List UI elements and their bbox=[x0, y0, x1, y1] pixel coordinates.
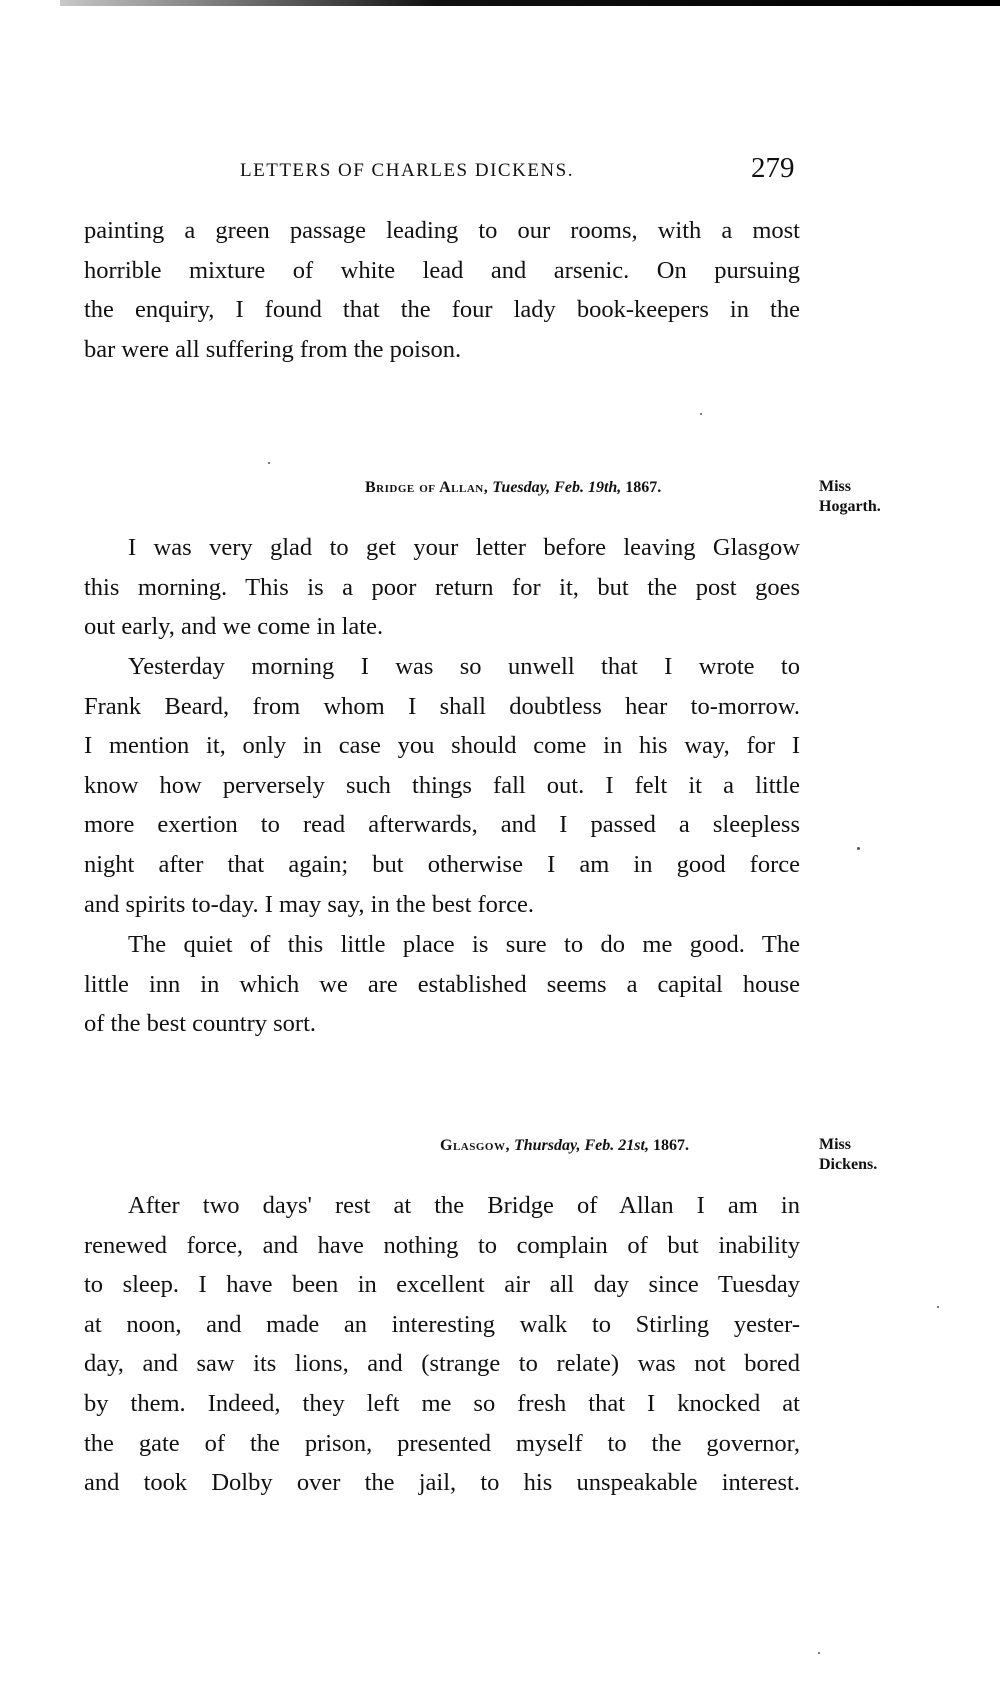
text-line: After two days' rest at the Bridge of Allan I am in bbox=[128, 1192, 800, 1219]
text-line: Frank Beard, from whom I shall doubtless hear to-morrow. bbox=[84, 692, 800, 720]
scan-speck bbox=[268, 462, 270, 464]
text-line: bar were all suffering from the poison. bbox=[84, 335, 462, 363]
scan-speck bbox=[818, 1652, 820, 1654]
letter1-paragraph-1 bbox=[84, 528, 800, 647]
dateline-year: 1867. bbox=[652, 1137, 689, 1154]
text-line: painting a green passage leading to our rooms, with a most bbox=[84, 217, 800, 244]
text-line: I was very glad to get your letter before leaving Glasgow bbox=[128, 534, 800, 561]
text-line: and took Dolby over the jail, to his unspeakable interest. bbox=[84, 1469, 800, 1497]
scan-speck bbox=[937, 1306, 939, 1308]
text-line: horrible mixture of white lead and arsenic. On pursuing bbox=[84, 256, 800, 284]
dateline-year: 1867. bbox=[625, 479, 662, 496]
text-line: Yesterday morning I was so unwell that I wrote to bbox=[128, 653, 800, 680]
text-line: the gate of the prison, presented myself to the governor, bbox=[84, 1429, 800, 1457]
text-line: to sleep. I have been in excellent air all day since Tuesday bbox=[84, 1271, 800, 1299]
text-line: night after that again; but otherwise I am in good force bbox=[84, 850, 800, 878]
text-line: the enquiry, I found that the four lady book-keepers in the bbox=[84, 296, 800, 324]
dateline-day: Thursday, Feb. 21st, bbox=[513, 1137, 649, 1154]
scan-speck bbox=[700, 413, 702, 415]
letter2-dateline bbox=[440, 1137, 689, 1155]
recipient-line: Miss bbox=[819, 478, 851, 495]
scan-speck bbox=[857, 847, 860, 850]
letter1-dateline bbox=[365, 479, 661, 497]
text-line: by them. Indeed, they left me so fresh that I knocked at bbox=[84, 1389, 800, 1417]
text-line: I mention it, only in case you should come in his way, for I bbox=[84, 732, 800, 760]
letter1-paragraph-2 bbox=[84, 647, 800, 924]
scan-edge bbox=[60, 0, 1000, 6]
letter1-paragraph-3 bbox=[84, 925, 800, 1044]
text-line: renewed force, and have nothing to complain of but inability bbox=[84, 1231, 800, 1259]
text-line: at noon, and made an interesting walk to Stirling yester- bbox=[84, 1310, 800, 1338]
recipient-line: Hogarth. bbox=[819, 498, 881, 515]
dateline-place: Bridge of Allan, bbox=[365, 479, 489, 496]
recipient-line: Miss bbox=[819, 1136, 851, 1153]
text-line: this morning. This is a poor return for it, but the post goes bbox=[84, 573, 800, 601]
dateline-day: Tuesday, Feb. 19th, bbox=[492, 479, 622, 496]
letter2-paragraph-1 bbox=[84, 1186, 800, 1503]
text-line: little inn in which we are established seems a capital house bbox=[84, 970, 800, 998]
opening-paragraph bbox=[84, 211, 800, 369]
text-line: and spirits to-day. I may say, in the best force. bbox=[84, 890, 534, 918]
text-line: of the best country sort. bbox=[84, 1010, 317, 1038]
text-line: out early, and we come in late. bbox=[84, 613, 384, 641]
text-line: more exertion to read afterwards, and I passed a sleepless bbox=[84, 811, 800, 839]
page-number: 279 bbox=[751, 152, 795, 184]
letter2-recipient bbox=[819, 1135, 877, 1175]
recipient-line: Dickens. bbox=[819, 1156, 878, 1173]
dateline-place: Glasgow, bbox=[440, 1137, 510, 1154]
text-line: day, and saw its lions, and (strange to relate) was not bored bbox=[84, 1350, 800, 1378]
letter1-recipient bbox=[819, 477, 881, 517]
running-head: LETTERS OF CHARLES DICKENS. bbox=[240, 160, 574, 181]
text-line: know how perversely such things fall out. I felt it a little bbox=[84, 771, 800, 799]
text-line: The quiet of this little place is sure to do me good. The bbox=[128, 931, 800, 958]
